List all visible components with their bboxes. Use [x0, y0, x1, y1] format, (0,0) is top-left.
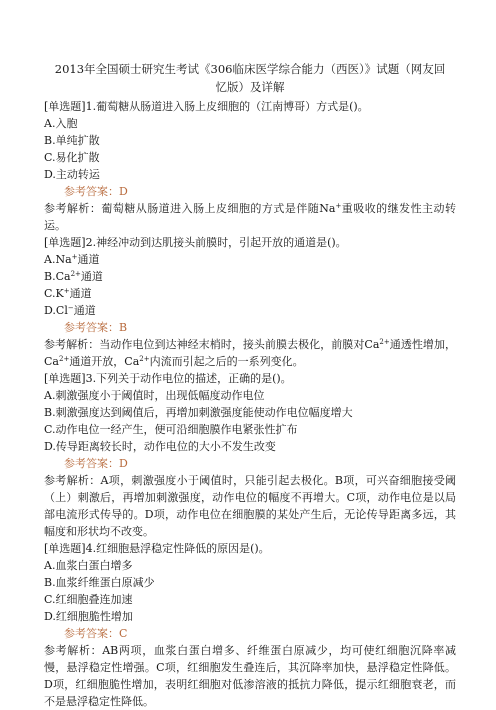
- answer-line: [44, 455, 456, 472]
- option-text: A.Na: [44, 253, 72, 266]
- superscript: 2+: [70, 270, 81, 278]
- option-b: B.刺激强度达到阈值后，再增加刺激强度能使动作电位幅度增大: [44, 406, 353, 419]
- answer-line: [44, 319, 456, 336]
- question-1: [44, 98, 456, 234]
- option-a: A.刺激强度小于阈值时，出现低幅度动作电位: [44, 389, 265, 402]
- superscript: −: [67, 304, 74, 312]
- option-b: B.单纯扩散: [44, 134, 100, 147]
- explanation-text: 葡萄糖从肠道进入肠上皮细胞的方式是伴随Na: [101, 202, 336, 215]
- question-stem: [单选题]4.红细胞悬浮稳定性降低的原因是()。: [44, 542, 270, 555]
- option-b: B.血浆纤维蛋白原减少: [44, 576, 155, 589]
- option-text: B.Ca: [44, 270, 71, 283]
- explanation-text: 当动作电位到达神经末梢时，接头前膜去极化，前膜对Ca: [99, 338, 380, 351]
- option-d: [44, 302, 456, 319]
- option-text: 通道: [80, 270, 103, 283]
- option-text: 通道: [73, 304, 96, 317]
- answer-line: [44, 625, 456, 642]
- answer-line: [44, 183, 456, 200]
- answer-value: D: [119, 457, 128, 470]
- option-c: [44, 285, 456, 302]
- question-3: [44, 370, 456, 540]
- answer-label: 参考答案：: [64, 321, 119, 334]
- option-text: 通道: [77, 253, 100, 266]
- superscript: +: [71, 253, 78, 261]
- explanation: [44, 200, 456, 234]
- superscript: +: [335, 202, 342, 210]
- option-d: D.主动转运: [44, 168, 100, 181]
- explanation-text: 通透性增加，Ca: [44, 338, 457, 368]
- explanation-text: AB两项，血浆白蛋白增多、纤维蛋白原减少，均可使红细胞沉降率减慢，悬浮稳定性增强。C项，红细胞发生叠连后，其沉降率加快，悬浮稳定性降低。D项，红细胞脆性增加，表明红细胞对低渗溶液的抵抗力降低，提示红细胞衰老，而不是悬浮稳定性降低。: [44, 644, 456, 708]
- option-a: [44, 251, 456, 268]
- explanation-text: 通道开放，Ca: [69, 355, 140, 368]
- superscript: 2+: [139, 355, 150, 363]
- option-c: C.动作电位一经产生，便可沿细胞膜作电紧张性扩布: [44, 423, 298, 436]
- option-text: D.Cl: [44, 304, 68, 317]
- explanation-label: 参考解析：: [44, 474, 101, 487]
- superscript: 2+: [379, 338, 390, 346]
- explanation-text: 内流而引起之后的一系列变化。: [149, 355, 304, 368]
- explanation-label: 参考解析：: [44, 644, 103, 657]
- answer-label: 参考答案：: [64, 457, 119, 470]
- superscript: 2+: [58, 355, 70, 363]
- answer-label: 参考答案：: [64, 185, 119, 198]
- option-a: A.血浆白蛋白增多: [44, 559, 133, 572]
- document-title: 2013年全国硕士研究生考试《306临床医学综合能力（西医）》试题（网友回忆版）及详解: [54, 62, 446, 94]
- answer-label: 参考答案：: [64, 627, 119, 640]
- explanation-text: 重吸收的继发性主动转运。: [44, 202, 456, 232]
- option-c: C.红细胞叠连加速: [44, 593, 133, 606]
- option-d: D.传导距离较长时，动作电位的大小不发生改变: [44, 440, 276, 453]
- answer-value: C: [119, 627, 128, 640]
- option-b: [44, 268, 456, 285]
- question-stem: [单选题]2.神经冲动到达肌接头前膜时，引起开放的通道是()。: [44, 236, 347, 249]
- answer-value: B: [119, 321, 128, 334]
- option-a: A.入胞: [44, 117, 78, 130]
- option-d: D.红细胞脆性增加: [44, 610, 133, 623]
- question-4: [44, 540, 456, 710]
- explanation: [44, 336, 456, 370]
- explanation-label: 参考解析：: [44, 338, 100, 351]
- question-stem: [单选题]1.葡萄糖从肠道进入肠上皮细胞的（江南博哥）方式是()。: [44, 100, 369, 113]
- option-text: C.K: [44, 287, 64, 300]
- superscript: +: [63, 287, 70, 295]
- question-2: [44, 234, 456, 370]
- option-c: C.易化扩散: [44, 151, 100, 164]
- explanation-text: A项，刺激强度小于阈值时，只能引起去极化。B项，可兴奋细胞接受阈（上）刺激后，再增加刺激强度，动作电位的幅度不再增大。C项，动作电位是以局部电流形式传导的。D项，动作电位在细胞膜的某处产生后，无论传导距离多远，其幅度和形状均不改变。: [44, 474, 457, 538]
- question-stem: [单选题]3.下列关于动作电位的描述，正确的是()。: [44, 372, 292, 385]
- explanation: [44, 472, 456, 540]
- explanation: [44, 642, 456, 710]
- option-text: 通道: [69, 287, 92, 300]
- explanation-label: 参考解析：: [44, 202, 102, 215]
- answer-value: D: [119, 185, 128, 198]
